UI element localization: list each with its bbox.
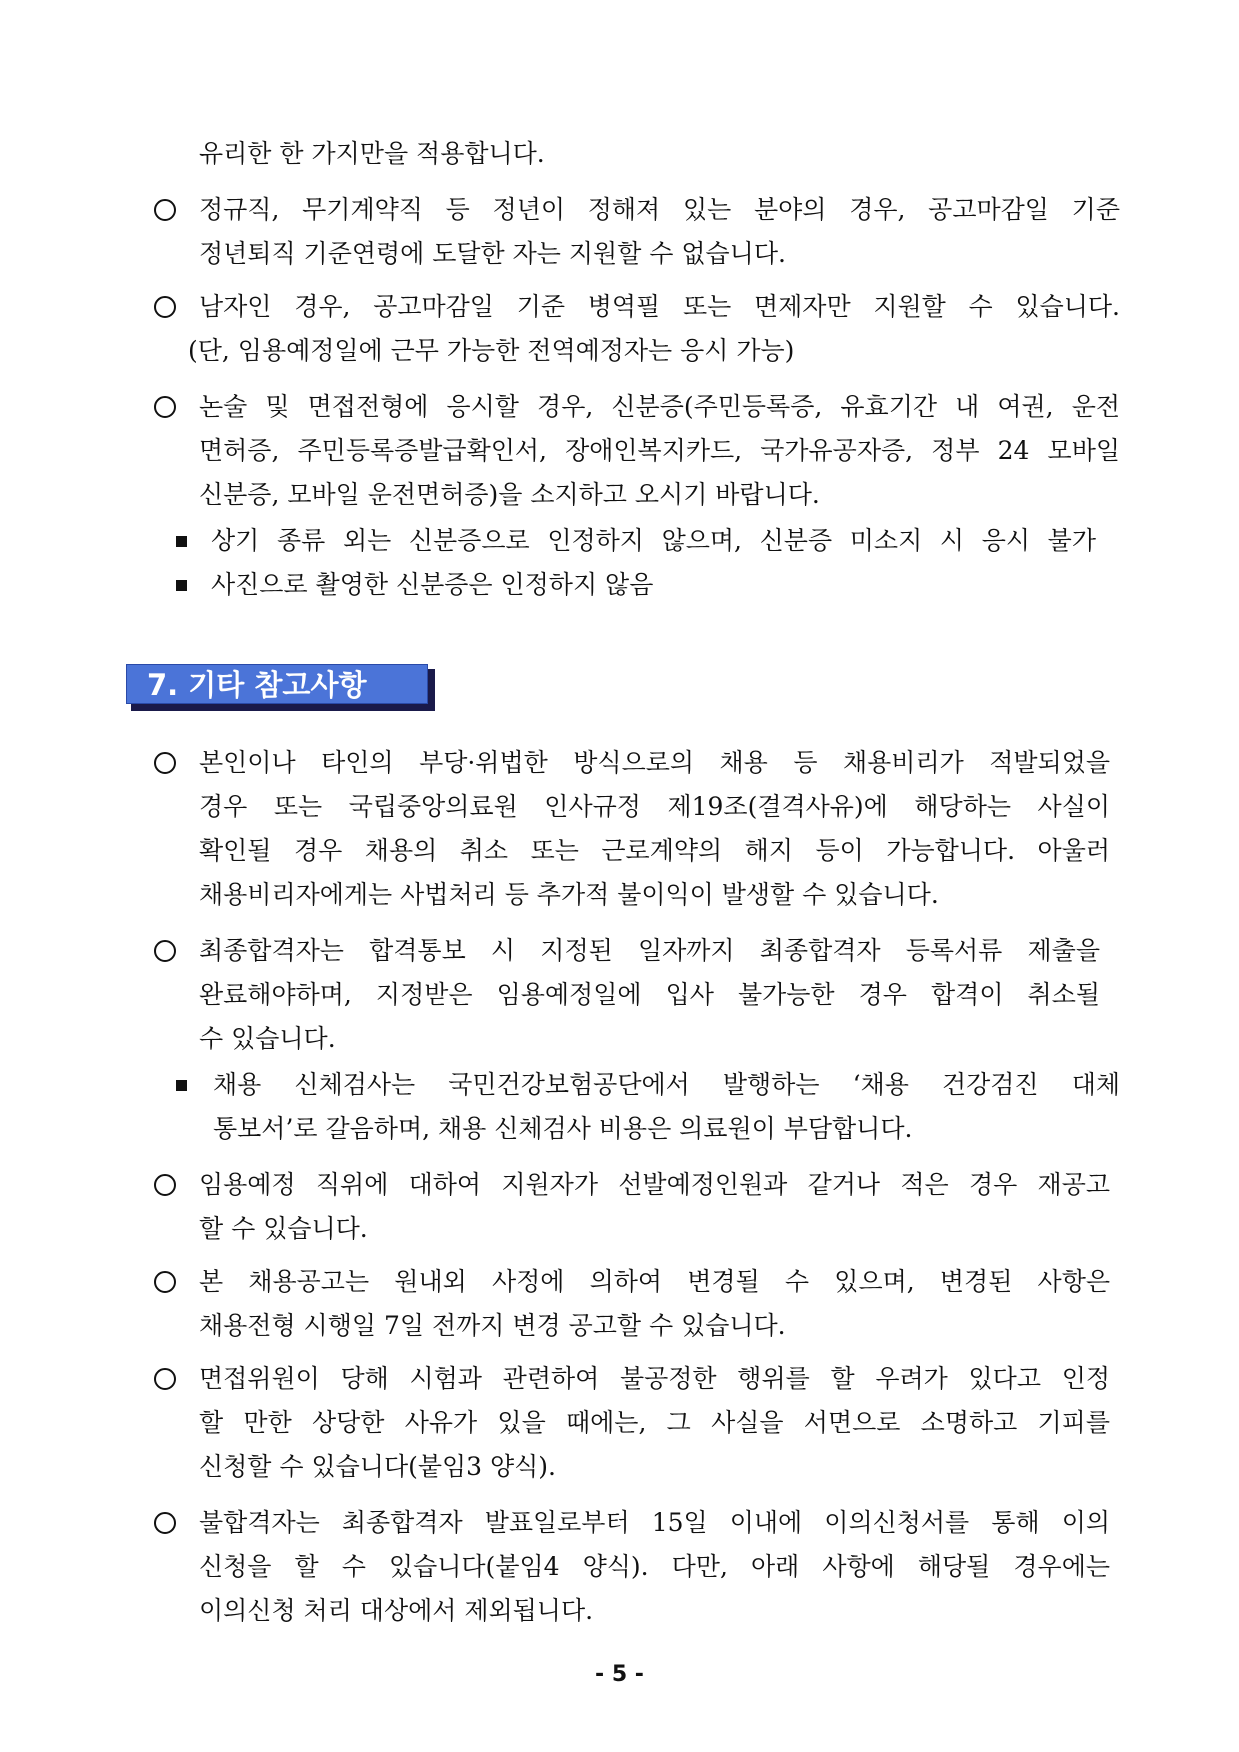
text-line: (단, 임용예정일에 근무 가능한 전역예정자는 응시 가능) (188, 336, 795, 365)
circle-bullet-icon (154, 752, 176, 774)
text-line: 할 수 있습니다. (199, 1214, 368, 1243)
text-line: 채용비리자에게는 사법처리 등 추가적 불이익이 발생할 수 있습니다. (199, 880, 939, 909)
text-line: 면허증, 주민등록증발급확인서, 장애인복지카드, 국가유공자증, 정부 24 모바일 (199, 436, 1120, 465)
text-line: 상기 종류 외는 신분증으로 인정하지 않으며, 신분증 미소지 시 응시 불가 (211, 526, 1096, 555)
circle-bullet-icon (154, 940, 176, 962)
text-line: 완료해야하며, 지정받은 임용예정일에 입사 불가능한 경우 합격이 취소될 (199, 980, 1100, 1009)
circle-bullet-icon (154, 1174, 176, 1196)
text-line: 할 만한 상당한 사유가 있을 때에는, 그 사실을 서면으로 소명하고 기피를 (199, 1408, 1110, 1437)
text-line: 통보서’로 갈음하며, 채용 신체검사 비용은 의료원이 부담합니다. (213, 1114, 913, 1143)
circle-bullet-icon (154, 199, 176, 221)
square-bullet-icon (176, 1080, 187, 1091)
text-line: 불합격자는 최종합격자 발표일로부터 15일 이내에 이의신청서를 통해 이의 (199, 1508, 1110, 1537)
text-line: 정규직, 무기계약직 등 정년이 정해져 있는 분야의 경우, 공고마감일 기준 (199, 195, 1120, 224)
circle-bullet-icon (154, 396, 176, 418)
text-line: 유리한 한 가지만을 적용합니다. (199, 139, 545, 168)
text-line: 채용 신체검사는 국민건강보험공단에서 발행하는 ‘채용 건강검진 대체 (213, 1070, 1120, 1099)
text-line: 정년퇴직 기준연령에 도달한 자는 지원할 수 없습니다. (199, 239, 786, 268)
text-line: 신청할 수 있습니다(붙임3 양식). (199, 1452, 557, 1481)
text-line: 신분증, 모바일 운전면허증)을 소지하고 오시기 바랍니다. (199, 480, 820, 509)
circle-bullet-icon (154, 1512, 176, 1534)
text-line: 논술 및 면접전형에 응시할 경우, 신분증(주민등록증, 유효기간 내 여권, 운전 (199, 392, 1120, 421)
square-bullet-icon (176, 580, 187, 591)
text-line: 사진으로 촬영한 신분증은 인정하지 않음 (211, 570, 654, 599)
circle-bullet-icon (154, 1271, 176, 1293)
text-line: 수 있습니다. (199, 1024, 336, 1053)
text-line: 남자인 경우, 공고마감일 기준 병역필 또는 면제자만 지원할 수 있습니다. (199, 292, 1120, 321)
circle-bullet-icon (154, 1368, 176, 1390)
text-line: 최종합격자는 합격통보 시 지정된 일자까지 최종합격자 등록서류 제출을 (199, 936, 1100, 965)
section-heading-box (126, 664, 428, 704)
section-heading (126, 664, 434, 708)
text-line: 면접위원이 당해 시험과 관련하여 불공정한 행위를 할 우려가 있다고 인정 (199, 1364, 1110, 1393)
section-title: 7. 기타 참고사항 (147, 668, 367, 702)
text-line: 채용전형 시행일 7일 전까지 변경 공고할 수 있습니다. (199, 1311, 786, 1340)
circle-bullet-icon (154, 296, 176, 318)
text-line: 본 채용공고는 원내외 사정에 의하여 변경될 수 있으며, 변경된 사항은 (199, 1267, 1110, 1296)
text-line: 경우 또는 국립중앙의료원 인사규정 제19조(결격사유)에 해당하는 사실이 (199, 792, 1110, 821)
text-line: 신청을 할 수 있습니다(붙임4 양식). 다만, 아래 사항에 해당될 경우에는 (199, 1552, 1110, 1581)
square-bullet-icon (176, 536, 187, 547)
text-line: 확인될 경우 채용의 취소 또는 근로계약의 해지 등이 가능합니다. 아울러 (199, 836, 1110, 865)
page-number: - 5 - (595, 1662, 644, 1687)
text-line: 이의신청 처리 대상에서 제외됩니다. (199, 1596, 594, 1625)
text-line: 임용예정 직위에 대하여 지원자가 선발예정인원과 같거나 적은 경우 재공고 (199, 1170, 1110, 1199)
text-line: 본인이나 타인의 부당·위법한 방식으로의 채용 등 채용비리가 적발되었을 (199, 748, 1110, 777)
